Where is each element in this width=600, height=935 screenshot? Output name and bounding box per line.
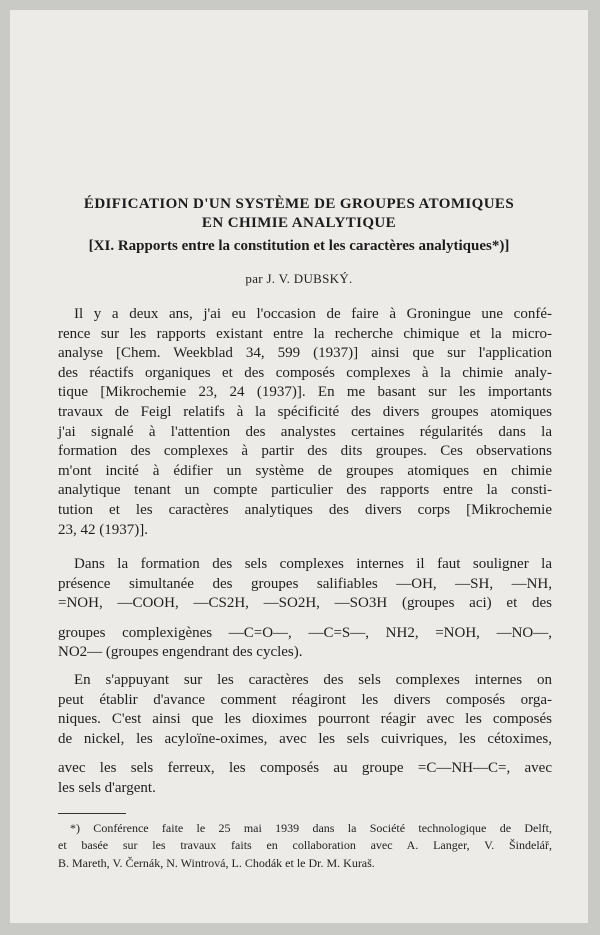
paragraph-line: tution et les caractères analytiques des divers corps [Mikrochemie	[58, 501, 552, 518]
title-line-1: ÉDIFICATION D'UN SYSTÈME DE GROUPES ATOMIQUES	[83, 196, 515, 212]
paragraph-line: tique [Mikrochemie 23, 24 (1937)]. En me basant sur les importants	[58, 384, 552, 401]
formula-gap	[58, 749, 552, 759]
paragraph-2	[58, 555, 552, 663]
document-page	[10, 10, 588, 923]
paragraph-line: rence sur les rapports existant entre la recherche chimique et la micro-	[58, 325, 552, 342]
footnote-line: B. Mareth, V. Černák, N. Wintrová, L. Chodák et le Dr. M. Kuraš.	[58, 855, 375, 870]
paragraph-line: Il y a deux ans, j'ai eu l'occasion de faire à Groningue une confé-	[74, 306, 552, 322]
paragraph-line: formation des complexes à partir des dits groupes. Ces observations	[58, 443, 552, 460]
formula-gap	[58, 614, 552, 624]
paragraph-line: peut établir d'avance comment réagiront les divers composés orga-	[58, 691, 552, 708]
paragraph-line: travaux de Feigl relatifs à la spécificité des divers groupes atomiques	[58, 403, 552, 420]
paragraph-line: de nickel, les acyloïne-oximes, avec les sels cuivriques, les cétoximes,	[58, 730, 552, 747]
footnote-line: et basée sur les travaux faits en collaboration avec A. Langer, V. Šindelář,	[58, 838, 552, 853]
paragraph-line: présence simultanée des groupes salifiables —OH, —SH, —NH,	[58, 575, 552, 592]
paragraph-line: les sels d'argent.	[58, 779, 156, 796]
paragraph-line: =NOH, —COOH, —CS2H, —SO2H, —SO3H (groupes aci) et des	[58, 595, 552, 612]
paragraph-1	[58, 305, 552, 540]
paragraph-line: analyse [Chem. Weekblad 34, 599 (1937)] ainsi que sur l'application	[58, 345, 552, 362]
paragraph-line: j'ai signalé à l'attention des analystes certaines régularités dans la	[58, 423, 552, 440]
paragraph-line: avec les sels ferreux, les composés au groupe =C—NH—C=, avec	[58, 760, 552, 777]
author-line: par J. V. DUBSKÝ.	[245, 271, 353, 286]
paragraph-3	[58, 671, 552, 799]
title-line-2: EN CHIMIE ANALYTIQUE	[201, 215, 397, 231]
footnote-divider	[58, 813, 126, 814]
paragraph-line: groupes complexigènes —C=O—, —C=S—, NH2, =NOH, —NO—,	[58, 624, 552, 641]
paragraph-line: 23, 42 (1937)].	[58, 521, 148, 538]
footnote-line: *) Conférence faite le 25 mai 1939 dans la Société technologique de Delft,	[70, 821, 552, 835]
paragraph-line: des réactifs organiques et des composés complexes à la chimie analy-	[58, 364, 552, 381]
paragraph-line: Dans la formation des sels complexes internes il faut souligner la	[74, 556, 552, 572]
paragraph-line: En s'appuyant sur les caractères des sels complexes internes on	[74, 672, 552, 688]
paragraph-line: analytique tenant un compte particulier des rapports entre la consti-	[58, 482, 552, 499]
title-line-3: [XI. Rapports entre la constitution et les caractères analytiques*)]	[88, 238, 510, 254]
paragraph-line: m'ont incité à édifier un système de groupes atomiques en chimie	[58, 462, 552, 479]
paragraph-line: NO2— (groupes engendrant des cycles).	[58, 644, 303, 661]
paragraph-line: niques. C'est ainsi que les dioximes pourront réagir avec les composés	[58, 711, 552, 728]
footnote	[58, 820, 552, 872]
